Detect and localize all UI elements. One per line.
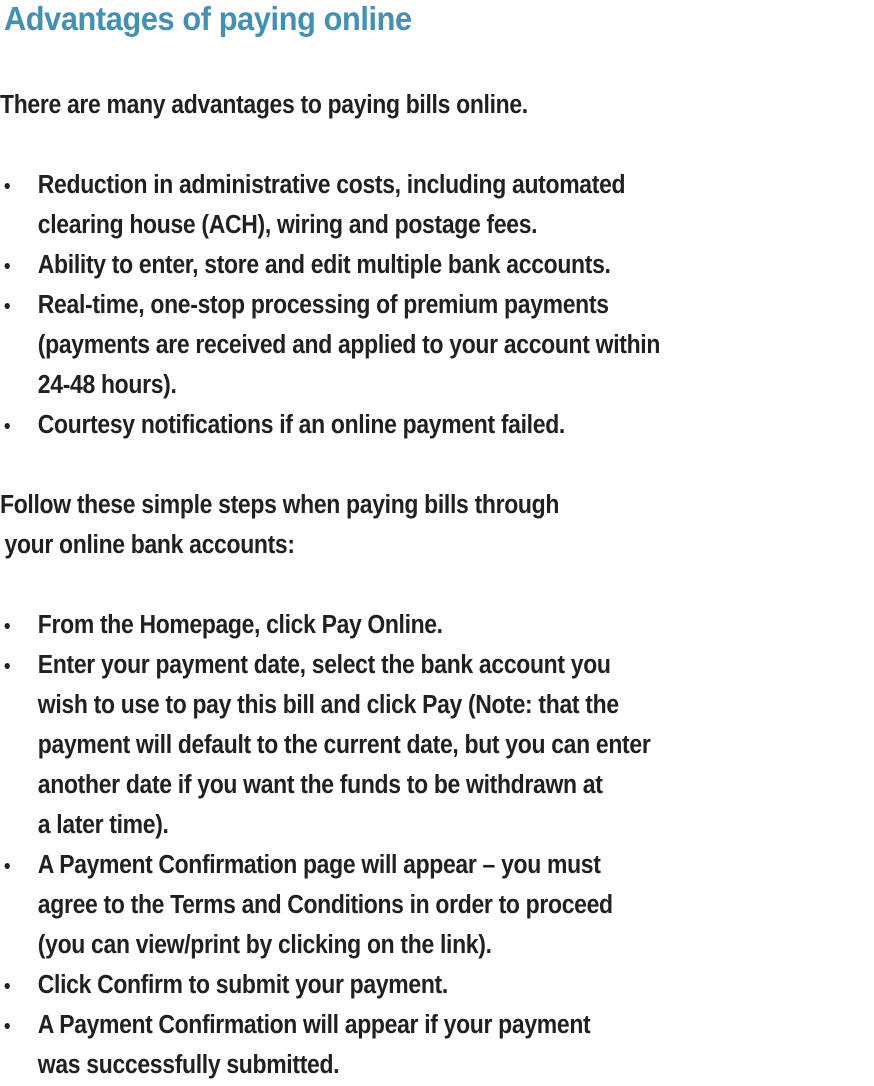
intro-paragraph-1: There are many advantages to paying bills online. [0, 91, 528, 119]
list-item-text: Courtesy notifications if an online payment failed. [37, 411, 565, 439]
list-item-text: Ability to enter, store and edit multiple bank accounts. [37, 251, 611, 279]
list-item-text: A Payment Confirmation will appear if your payment was successfully submitted. [37, 1011, 591, 1079]
list-item [0, 165, 873, 245]
intro-paragraph-2 [0, 485, 873, 565]
list-item [0, 605, 873, 645]
list-item-text: A Payment Confirmation page will appear – you must agree to the Terms and Conditions in order to proceed (you can view/print by clicking on the link). [37, 851, 613, 959]
list-item [0, 285, 873, 405]
list-item-text: From the Homepage, click Pay Online. [37, 611, 443, 639]
advantages-list [0, 165, 873, 445]
list-item-text: Enter your payment date, select the bank account you wish to use to pay this bill and click Pay (Note: that the payment will default to the current date, but you can enter another date if you want the funds to be withdrawn at a later time). [37, 651, 651, 839]
list-item-text: Real-time, one-stop processing of premium payments (payments are received and applied to your account within 24-48 hours). [37, 291, 661, 399]
list-item-text: Click Confirm to submit your payment. [37, 971, 448, 999]
list-item [0, 965, 873, 1005]
list-item [0, 845, 873, 965]
steps-list [0, 605, 873, 1085]
list-item [0, 645, 873, 845]
intro-paragraph-2-line-1: Follow these simple steps when paying bills through [0, 491, 560, 519]
list-item [0, 405, 873, 445]
list-item [0, 245, 873, 285]
list-item [0, 1005, 873, 1085]
list-item-text: Reduction in administrative costs, including automated clearing house (ACH), wiring and postage fees. [37, 171, 626, 239]
intro-paragraph-2-line-2: your online bank accounts: [4, 531, 295, 559]
page-title: Advantages of paying online [4, 0, 412, 37]
